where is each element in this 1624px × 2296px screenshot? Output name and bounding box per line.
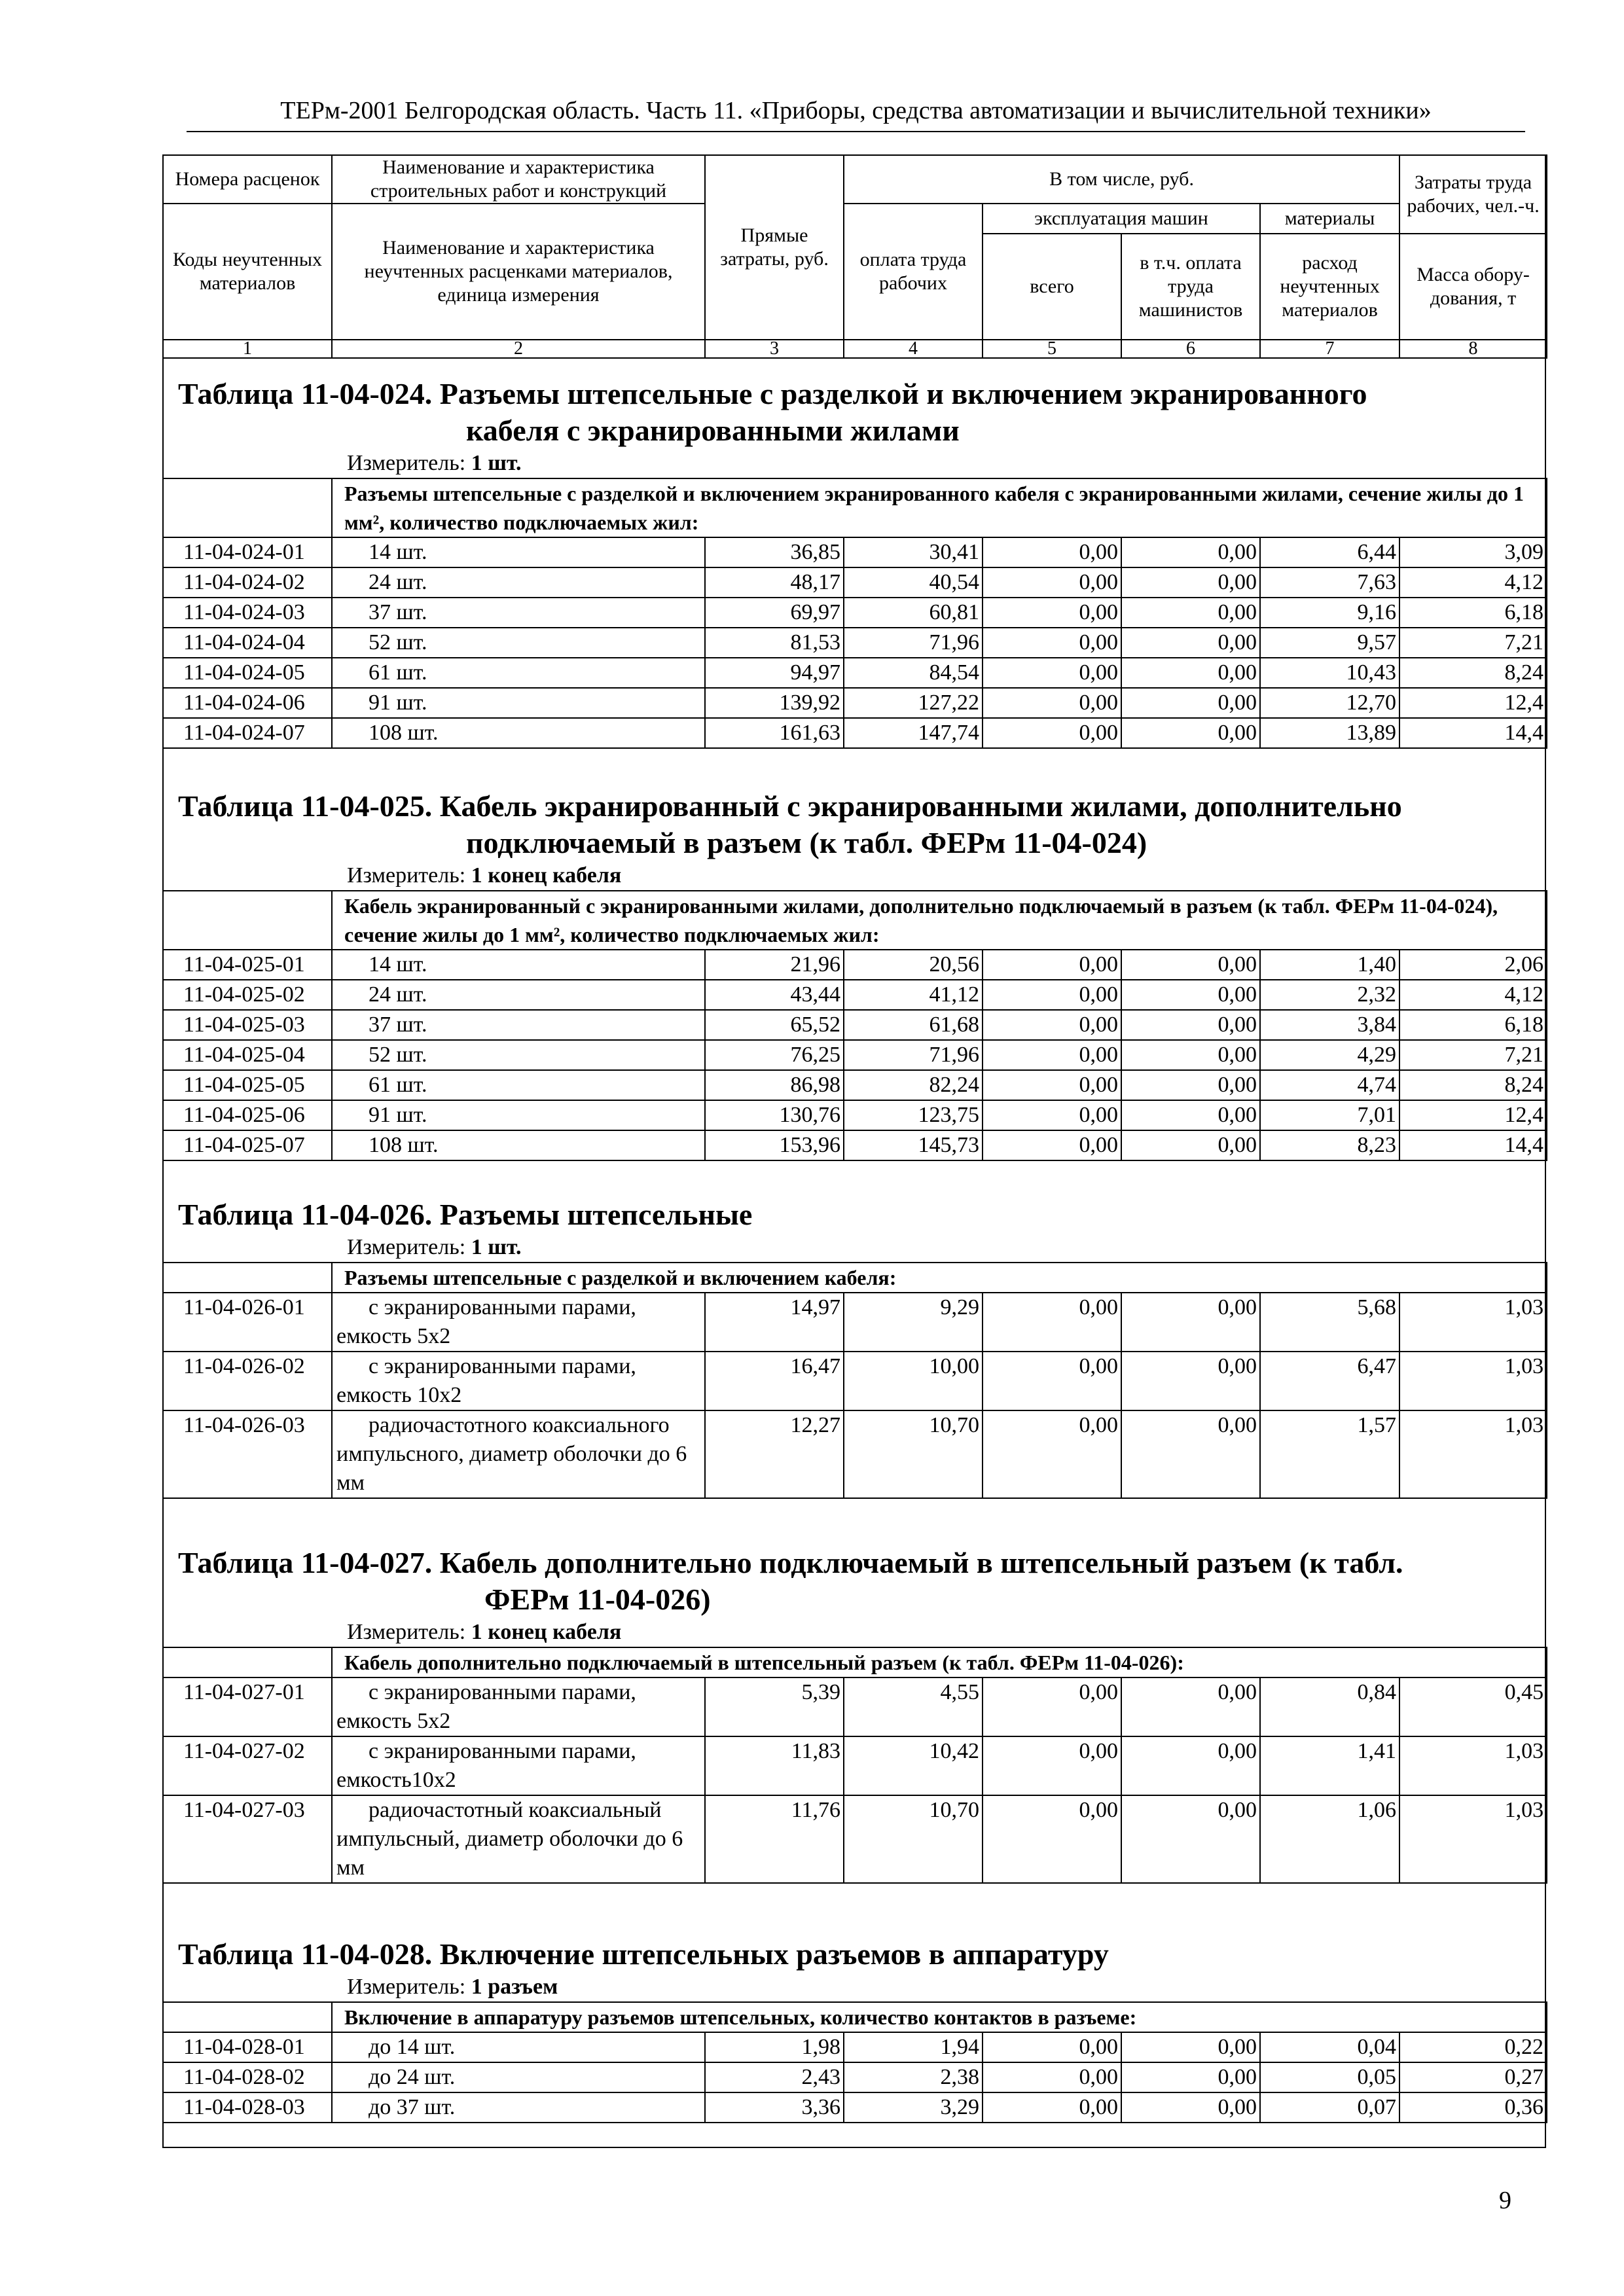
machinist-pay: 0,00	[1121, 980, 1260, 1010]
rate-code: 11-04-025-04	[163, 1040, 332, 1070]
group-description: Разъемы штепсельные с разделкой и включением экранированного кабеля с экранированными жилами, сечение жилы до 1 мм², количество подключаемых жил:	[332, 478, 1547, 537]
labor-hours: 4,12	[1399, 980, 1547, 1010]
machines-total: 0,00	[983, 1736, 1121, 1795]
machines-total: 0,00	[983, 1352, 1121, 1410]
section-11-04-024	[162, 376, 1546, 749]
header-machinist-pay: в т.ч. оплата труда машинистов	[1121, 234, 1260, 340]
worker-pay: 2,38	[844, 2062, 983, 2092]
machinist-pay: 0,00	[1121, 598, 1260, 628]
direct-costs: 43,44	[705, 980, 844, 1010]
machines-total: 0,00	[983, 1410, 1121, 1498]
col-num-1: 1	[163, 340, 332, 358]
table-row	[163, 537, 1547, 567]
section-11-04-028	[162, 1936, 1546, 2123]
labor-hours: 8,24	[1399, 658, 1547, 688]
direct-costs: 5,39	[705, 1677, 844, 1736]
table-row	[163, 1352, 1547, 1410]
rate-name: с экранированными парами, емкость 5х2	[332, 1293, 705, 1352]
machines-total: 0,00	[983, 1010, 1121, 1040]
worker-pay: 4,55	[844, 1677, 983, 1736]
table-row	[163, 1410, 1547, 1498]
machines-total: 0,00	[983, 537, 1121, 567]
rate-name: 91 шт.	[332, 1100, 705, 1130]
direct-costs: 1,98	[705, 2032, 844, 2062]
worker-pay: 61,68	[844, 1010, 983, 1040]
machinist-pay: 0,00	[1121, 628, 1260, 658]
worker-pay: 10,70	[844, 1410, 983, 1498]
group-code-cell	[163, 478, 332, 537]
measure: Измеритель: 1 разъем	[347, 1975, 558, 1999]
materials-cost: 6,47	[1260, 1352, 1399, 1410]
rate-code: 11-04-028-01	[163, 2032, 332, 2062]
materials-cost: 9,57	[1260, 628, 1399, 658]
table-row	[163, 1677, 1547, 1736]
table-row	[163, 1100, 1547, 1130]
labor-hours: 12,4	[1399, 688, 1547, 718]
worker-pay: 71,96	[844, 1040, 983, 1070]
worker-pay: 3,29	[844, 2092, 983, 2123]
materials-cost: 10,43	[1260, 658, 1399, 688]
rate-code: 11-04-025-03	[163, 1010, 332, 1040]
col-num-8: 8	[1399, 340, 1547, 358]
direct-costs: 86,98	[705, 1070, 844, 1100]
rate-code: 11-04-024-02	[163, 567, 332, 598]
labor-hours: 1,03	[1399, 1736, 1547, 1795]
labor-hours: 14,4	[1399, 718, 1547, 748]
materials-cost: 2,32	[1260, 980, 1399, 1010]
worker-pay: 40,54	[844, 567, 983, 598]
rate-name: с экранированными парами, емкость 10х2	[332, 1352, 705, 1410]
machinist-pay: 0,00	[1121, 1100, 1260, 1130]
table-row	[163, 2032, 1547, 2062]
machines-total: 0,00	[983, 688, 1121, 718]
labor-hours: 0,45	[1399, 1677, 1547, 1736]
machinist-pay: 0,00	[1121, 658, 1260, 688]
table-row	[163, 658, 1547, 688]
materials-cost: 9,16	[1260, 598, 1399, 628]
direct-costs: 130,76	[705, 1100, 844, 1130]
materials-cost: 0,04	[1260, 2032, 1399, 2062]
rate-code: 11-04-026-03	[163, 1410, 332, 1498]
labor-hours: 2,06	[1399, 950, 1547, 980]
rate-code: 11-04-028-03	[163, 2092, 332, 2123]
group-description: Включение в аппаратуру разъемов штепсельных, количество контактов в разъеме:	[332, 2002, 1547, 2032]
worker-pay: 147,74	[844, 718, 983, 748]
direct-costs: 153,96	[705, 1130, 844, 1160]
worker-pay: 145,73	[844, 1130, 983, 1160]
direct-costs: 161,63	[705, 718, 844, 748]
direct-costs: 81,53	[705, 628, 844, 658]
table-title: Таблица 11-04-026. Разъемы штепсельные	[178, 1198, 753, 1231]
col-num-2: 2	[332, 340, 705, 358]
table-row	[163, 980, 1547, 1010]
machinist-pay: 0,00	[1121, 1795, 1260, 1883]
machinist-pay: 0,00	[1121, 537, 1260, 567]
labor-hours: 0,36	[1399, 2092, 1547, 2123]
worker-pay: 9,29	[844, 1293, 983, 1352]
table-title: Таблица 11-04-027. Кабель дополнительно подключаемый в штепсельный разъем (к табл. ФЕРм 11-04-026)	[178, 1546, 1403, 1616]
group-code-cell	[163, 1647, 332, 1677]
table-row	[163, 950, 1547, 980]
labor-hours: 0,27	[1399, 2062, 1547, 2092]
rate-code: 11-04-024-03	[163, 598, 332, 628]
rate-code: 11-04-024-06	[163, 688, 332, 718]
worker-pay: 71,96	[844, 628, 983, 658]
direct-costs: 12,27	[705, 1410, 844, 1498]
rate-code: 11-04-025-07	[163, 1130, 332, 1160]
machines-total: 0,00	[983, 598, 1121, 628]
table-row	[163, 718, 1547, 748]
rate-code: 11-04-027-02	[163, 1736, 332, 1795]
worker-pay: 60,81	[844, 598, 983, 628]
rate-name: 108 шт.	[332, 718, 705, 748]
rates-table	[162, 1647, 1547, 1884]
labor-hours: 12,4	[1399, 1100, 1547, 1130]
rate-code: 11-04-027-03	[163, 1795, 332, 1883]
rate-name: до 24 шт.	[332, 2062, 705, 2092]
rates-table	[162, 2001, 1547, 2123]
table-title: Таблица 11-04-025. Кабель экранированный с экранированными жилами, дополнительно подключаемый в разъем (к табл. ФЕРм 11-04-024)	[178, 789, 1402, 859]
rate-name: 108 шт.	[332, 1130, 705, 1160]
rate-name: 61 шт.	[332, 1070, 705, 1100]
group-row	[163, 2002, 1547, 2032]
machines-total: 0,00	[983, 2062, 1121, 2092]
worker-pay: 127,22	[844, 688, 983, 718]
running-header: ТЕРм-2001 Белгородская область. Часть 11. «Приборы, средства автоматизации и вычислительной техники»	[187, 92, 1525, 132]
rate-name: с экранированными парами, емкость 5х2	[332, 1677, 705, 1736]
materials-cost: 0,84	[1260, 1677, 1399, 1736]
materials-cost: 1,57	[1260, 1410, 1399, 1498]
group-row	[163, 478, 1547, 537]
measure: Измеритель: 1 шт.	[347, 1235, 522, 1259]
header-labor: Затраты труда рабочих, чел.-ч.	[1399, 155, 1547, 234]
header-name-top: Наименование и характеристика строительных работ и конструкций	[332, 155, 705, 204]
rate-code: 11-04-025-06	[163, 1100, 332, 1130]
rate-name: 24 шт.	[332, 980, 705, 1010]
direct-costs: 65,52	[705, 1010, 844, 1040]
col-num-7: 7	[1260, 340, 1399, 358]
machines-total: 0,00	[983, 718, 1121, 748]
machines-total: 0,00	[983, 1795, 1121, 1883]
worker-pay: 10,00	[844, 1352, 983, 1410]
machines-total: 0,00	[983, 950, 1121, 980]
machines-total: 0,00	[983, 567, 1121, 598]
header-name-bottom: Наименование и характеристика неучтенных расценками материалов, единица измерения	[332, 204, 705, 340]
materials-cost: 1,41	[1260, 1736, 1399, 1795]
direct-costs: 14,97	[705, 1293, 844, 1352]
rate-code: 11-04-024-01	[163, 537, 332, 567]
labor-hours: 1,03	[1399, 1795, 1547, 1883]
table-row	[163, 1795, 1547, 1883]
machines-total: 0,00	[983, 658, 1121, 688]
machinist-pay: 0,00	[1121, 688, 1260, 718]
rate-name: радиочастотный коаксиальный импульсный, диаметр оболочки до 6 мм	[332, 1795, 705, 1883]
group-description: Кабель дополнительно подключаемый в штепсельный разъем (к табл. ФЕРм 11-04-026):	[332, 1647, 1547, 1677]
rate-code: 11-04-024-04	[163, 628, 332, 658]
worker-pay: 30,41	[844, 537, 983, 567]
rate-name: до 14 шт.	[332, 2032, 705, 2062]
machinist-pay: 0,00	[1121, 950, 1260, 980]
header-mass: Масса обору-дования, т	[1399, 234, 1547, 340]
worker-pay: 10,70	[844, 1795, 983, 1883]
worker-pay: 20,56	[844, 950, 983, 980]
group-row	[163, 1647, 1547, 1677]
labor-hours: 8,24	[1399, 1070, 1547, 1100]
labor-hours: 4,12	[1399, 567, 1547, 598]
materials-cost: 12,70	[1260, 688, 1399, 718]
rates-table	[162, 478, 1547, 749]
page-number: 9	[1499, 2187, 1511, 2214]
labor-hours: 3,09	[1399, 537, 1547, 567]
labor-hours: 7,21	[1399, 1040, 1547, 1070]
direct-costs: 139,92	[705, 688, 844, 718]
machinist-pay: 0,00	[1121, 718, 1260, 748]
materials-cost: 0,05	[1260, 2062, 1399, 2092]
group-row	[163, 891, 1547, 950]
rate-name: 14 шт.	[332, 537, 705, 567]
worker-pay: 41,12	[844, 980, 983, 1010]
header-codes-bottom: Коды неучтенных материалов	[163, 204, 332, 340]
worker-pay: 1,94	[844, 2032, 983, 2062]
machinist-pay: 0,00	[1121, 1352, 1260, 1410]
section-11-04-025	[162, 788, 1546, 1161]
table-row	[163, 628, 1547, 658]
direct-costs: 94,97	[705, 658, 844, 688]
rate-code: 11-04-025-01	[163, 950, 332, 980]
header-materials: материалы	[1260, 204, 1399, 234]
worker-pay: 84,54	[844, 658, 983, 688]
rate-code: 11-04-026-02	[163, 1352, 332, 1410]
labor-hours: 1,03	[1399, 1410, 1547, 1498]
header-direct-costs: Прямые затраты, руб.	[705, 155, 844, 340]
materials-cost: 1,06	[1260, 1795, 1399, 1883]
direct-costs: 11,76	[705, 1795, 844, 1883]
rate-name: 14 шт.	[332, 950, 705, 980]
table-row	[163, 1070, 1547, 1100]
group-description: Разъемы штепсельные с разделкой и включением кабеля:	[332, 1263, 1547, 1293]
measure: Измеритель: 1 конец кабеля	[347, 1620, 622, 1644]
labor-hours: 0,22	[1399, 2032, 1547, 2062]
direct-costs: 21,96	[705, 950, 844, 980]
col-num-3: 3	[705, 340, 844, 358]
rate-name: 37 шт.	[332, 598, 705, 628]
col-num-5: 5	[983, 340, 1121, 358]
machinist-pay: 0,00	[1121, 1410, 1260, 1498]
materials-cost: 8,23	[1260, 1130, 1399, 1160]
table-row	[163, 2092, 1547, 2123]
materials-cost: 3,84	[1260, 1010, 1399, 1040]
machines-total: 0,00	[983, 1070, 1121, 1100]
table-title: Таблица 11-04-024. Разъемы штепсельные с разделкой и включением экранированного кабеля с экранированными жилами	[178, 377, 1367, 447]
section-11-04-027	[162, 1545, 1546, 1884]
rate-name: до 37 шт.	[332, 2092, 705, 2123]
group-code-cell	[163, 2002, 332, 2032]
materials-cost: 6,44	[1260, 537, 1399, 567]
table-row	[163, 567, 1547, 598]
machinist-pay: 0,00	[1121, 2092, 1260, 2123]
machinist-pay: 0,00	[1121, 1070, 1260, 1100]
rate-code: 11-04-028-02	[163, 2062, 332, 2092]
measure: Измеритель: 1 конец кабеля	[347, 863, 622, 888]
table-header	[162, 154, 1547, 359]
direct-costs: 48,17	[705, 567, 844, 598]
header-machines: эксплуатация машин	[983, 204, 1260, 234]
labor-hours: 14,4	[1399, 1130, 1547, 1160]
rates-table	[162, 890, 1547, 1161]
table-title: Таблица 11-04-028. Включение штепсельных разъемов в аппаратуру	[178, 1937, 1109, 1971]
labor-hours: 1,03	[1399, 1293, 1547, 1352]
materials-cost: 7,01	[1260, 1100, 1399, 1130]
section-11-04-026	[162, 1196, 1546, 1499]
direct-costs: 69,97	[705, 598, 844, 628]
materials-cost: 4,29	[1260, 1040, 1399, 1070]
machines-total: 0,00	[983, 2032, 1121, 2062]
machinist-pay: 0,00	[1121, 2032, 1260, 2062]
machines-total: 0,00	[983, 628, 1121, 658]
group-code-cell	[163, 1263, 332, 1293]
materials-cost: 4,74	[1260, 1070, 1399, 1100]
machinist-pay: 0,00	[1121, 1130, 1260, 1160]
worker-pay: 123,75	[844, 1100, 983, 1130]
rate-code: 11-04-027-01	[163, 1677, 332, 1736]
materials-cost: 1,40	[1260, 950, 1399, 980]
machines-total: 0,00	[983, 1293, 1121, 1352]
rate-name: 52 шт.	[332, 1040, 705, 1070]
table-row	[163, 598, 1547, 628]
machines-total: 0,00	[983, 1040, 1121, 1070]
machinist-pay: 0,00	[1121, 1293, 1260, 1352]
direct-costs: 3,36	[705, 2092, 844, 2123]
rates-table	[162, 1262, 1547, 1499]
table-row	[163, 688, 1547, 718]
table-row	[163, 1736, 1547, 1795]
rate-name: 91 шт.	[332, 688, 705, 718]
group-row	[163, 1263, 1547, 1293]
machinist-pay: 0,00	[1121, 1677, 1260, 1736]
materials-cost: 5,68	[1260, 1293, 1399, 1352]
worker-pay: 10,42	[844, 1736, 983, 1795]
materials-cost: 7,63	[1260, 567, 1399, 598]
rate-name: с экранированными парами, емкость10х2	[332, 1736, 705, 1795]
direct-costs: 11,83	[705, 1736, 844, 1795]
machinist-pay: 0,00	[1121, 567, 1260, 598]
rate-name: радиочастотного коаксиального импульсного, диаметр оболочки до 6 мм	[332, 1410, 705, 1498]
direct-costs: 36,85	[705, 537, 844, 567]
machines-total: 0,00	[983, 980, 1121, 1010]
rate-code: 11-04-024-07	[163, 718, 332, 748]
rate-code: 11-04-025-02	[163, 980, 332, 1010]
rate-code: 11-04-026-01	[163, 1293, 332, 1352]
labor-hours: 6,18	[1399, 598, 1547, 628]
col-num-4: 4	[844, 340, 983, 358]
labor-hours: 6,18	[1399, 1010, 1547, 1040]
group-description: Кабель экранированный с экранированными жилами, дополнительно подключаемый в разъем (к табл. ФЕРм 11-04-024), сечение жилы до 1 мм², количество подключаемых жил:	[332, 891, 1547, 950]
table-row	[163, 2062, 1547, 2092]
rate-name: 24 шт.	[332, 567, 705, 598]
machines-total: 0,00	[983, 1100, 1121, 1130]
materials-cost: 0,07	[1260, 2092, 1399, 2123]
header-codes-top: Номера расценок	[163, 155, 332, 204]
group-code-cell	[163, 891, 332, 950]
direct-costs: 76,25	[705, 1040, 844, 1070]
rate-name: 37 шт.	[332, 1010, 705, 1040]
table-row	[163, 1010, 1547, 1040]
table-row	[163, 1293, 1547, 1352]
table-row	[163, 1040, 1547, 1070]
header-material-consumption: расход неучтенных материалов	[1260, 234, 1399, 340]
direct-costs: 2,43	[705, 2062, 844, 2092]
col-num-6: 6	[1121, 340, 1260, 358]
rate-name: 61 шт.	[332, 658, 705, 688]
worker-pay: 82,24	[844, 1070, 983, 1100]
machinist-pay: 0,00	[1121, 1040, 1260, 1070]
machinist-pay: 0,00	[1121, 1010, 1260, 1040]
labor-hours: 1,03	[1399, 1352, 1547, 1410]
table-row	[163, 1130, 1547, 1160]
rate-name: 52 шт.	[332, 628, 705, 658]
rate-code: 11-04-025-05	[163, 1070, 332, 1100]
measure: Измеритель: 1 шт.	[347, 451, 522, 475]
header-including: В том числе, руб.	[844, 155, 1399, 204]
machinist-pay: 0,00	[1121, 1736, 1260, 1795]
machines-total: 0,00	[983, 1677, 1121, 1736]
machines-total: 0,00	[983, 1130, 1121, 1160]
header-worker-pay: оплата труда рабочих	[844, 204, 983, 340]
direct-costs: 16,47	[705, 1352, 844, 1410]
labor-hours: 7,21	[1399, 628, 1547, 658]
machines-total: 0,00	[983, 2092, 1121, 2123]
materials-cost: 13,89	[1260, 718, 1399, 748]
rate-code: 11-04-024-05	[163, 658, 332, 688]
machinist-pay: 0,00	[1121, 2062, 1260, 2092]
header-machines-total: всего	[983, 234, 1121, 340]
